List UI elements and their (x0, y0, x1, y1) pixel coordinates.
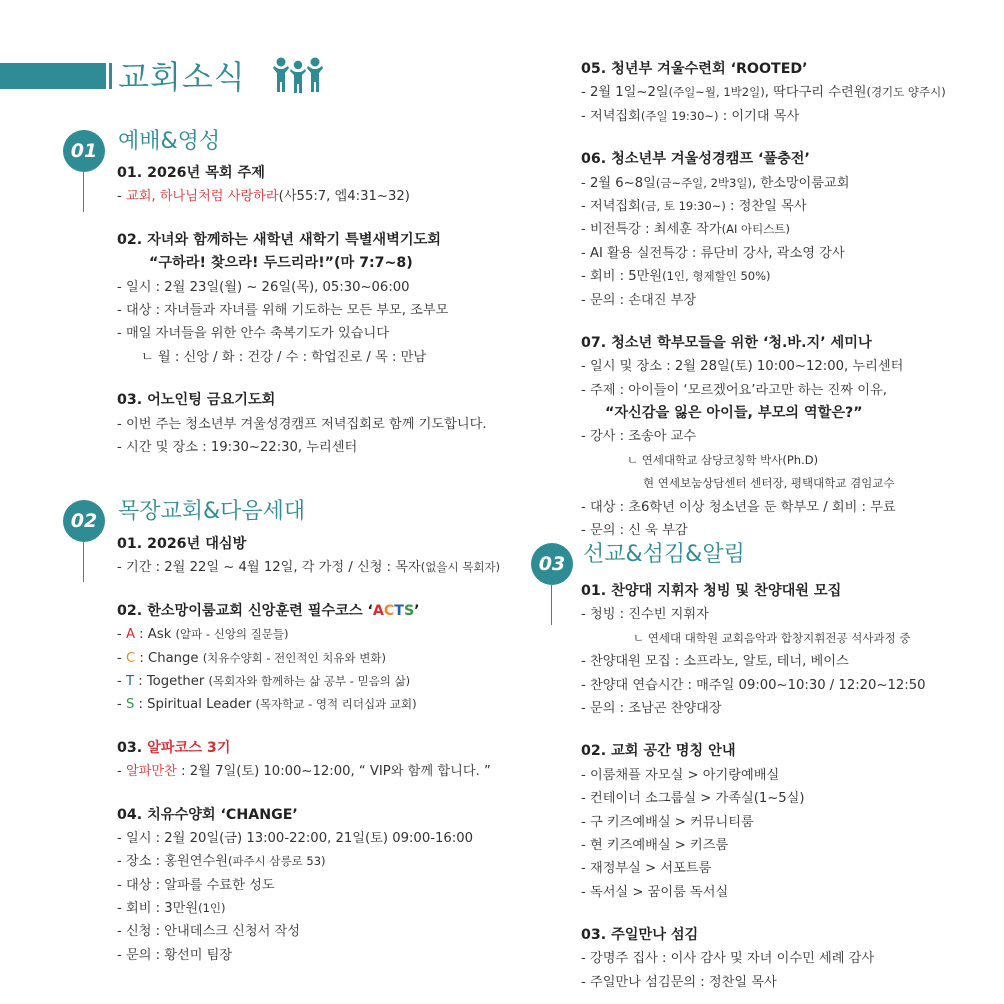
item-line: - 문의 : 신 욱 부감 (581, 523, 688, 539)
item-title: 02. 자녀와 함께하는 새학년 새학기 특별새벽기도회 (117, 231, 441, 248)
item-line: - S : Spiritual Leader (목자학교 - 영적 리더십과 교회) (117, 697, 417, 713)
item-line: - 청빙 : 진수빈 지휘자 (581, 607, 709, 623)
title-bar-divider (109, 63, 112, 89)
item-line: - 대상 : 자녀들과 자녀를 위해 기도하는 모든 부모, 조부모 (117, 302, 449, 318)
people-icon (272, 56, 324, 94)
item-line: - 문의 : 손대진 부장 (581, 292, 697, 308)
item-line: - 이룸채플 자모실 > 아기랑예배실 (581, 767, 780, 783)
item-line: - 컨테이너 소그룹실 > 가족실(1~5실) (581, 791, 805, 807)
highlight-text: 교회, 하나님처럼 사랑하라 (125, 189, 279, 205)
item-line: - 문의 : 조남곤 찬양대장 (581, 700, 722, 716)
item-title: 05. 청년부 겨울수련회 ‘ROOTED’ (581, 61, 808, 77)
item-line: - 저녁집회(금, 토 19:30~) : 정찬일 목사 (581, 198, 807, 214)
item-line: - 주일만나 섬김문의 : 정찬일 목사 (581, 974, 777, 990)
section-number-badge: 01 (63, 130, 105, 172)
item-line: - T : Together (목회자와 함께하는 삶 공부 - 믿음의 삶) (117, 673, 411, 689)
item-title: 03. 알파코스 3기 (117, 739, 231, 756)
item-line: - 일시 : 2월 23일(월) ~ 26일(목), 05:30~06:00 (117, 279, 410, 295)
item-line: - 강사 : 조송아 교수 (581, 429, 697, 445)
right-column-2 (581, 580, 991, 994)
item-line: - 현 키즈예배실 > 키즈룸 (581, 837, 729, 853)
item-line: - 2월 6~8일(금~주일, 2박3일), 한소망이룸교회 (581, 175, 850, 191)
item-line: - 시간 및 장소 : 19:30~22:30, 누리센터 (117, 439, 358, 455)
item-line: - 교회, 하나님처럼 사랑하라(사55:7, 엡4:31~32) (117, 189, 410, 205)
item-line: - 찬양대원 모집 : 소프라노, 알토, 테너, 베이스 (581, 654, 849, 670)
item-line: - 일시 : 2월 20일(금) 13:00-22:00, 21일(토) 09:00-16:00 (117, 830, 473, 846)
item-subline: ㄴ 연세대 대학원 교회음악과 합창지휘전공 석사과정 중 (633, 630, 911, 645)
item-line: - 대상 : 초6학년 이상 청소년을 둔 학부모 / 회비 : 무료 (581, 499, 896, 515)
left-column-2 (117, 533, 537, 967)
section-number-badge: 03 (531, 543, 573, 585)
item-line: - AI 활용 실전특강 : 류단비 강사, 곽소영 강사 (581, 245, 845, 261)
section-title: 목장교회&다음세대 (118, 499, 306, 524)
item-line: - 회비 : 5만원(1인, 형제할인 50%) (581, 269, 771, 285)
item-subtitle: “구하라! 찾으라! 두드리라!”(마 7:7~8) (149, 255, 413, 272)
item-line: - 찬양대 연습시간 : 매주일 09:00~10:30 / 12:20~12:50 (581, 677, 926, 693)
item-line: - C : Change (치유수양회 - 전인적인 치유와 변화) (117, 650, 386, 666)
item-line: - A : Ask (알파 - 신앙의 질문들) (117, 627, 289, 643)
item-title: 07. 청소년 학부모들을 위한 ‘청.바.지’ 세미나 (581, 334, 872, 351)
item-line: - 장소 : 홍원연수원(파주시 삼릉로 53) (117, 854, 326, 870)
item-line: - 구 키즈예배실 > 커뮤니티룸 (581, 814, 754, 830)
item-subline: ㄴ 월 : 신앙 / 화 : 건강 / 수 : 학업진로 / 목 : 만남 (141, 349, 427, 365)
left-column (117, 162, 537, 459)
section-divider-line (83, 172, 84, 212)
item-subtitle: “자신감을 잃은 아이들, 부모의 역할은?” (605, 405, 863, 422)
item-line: - 알파만찬 : 2월 7일(토) 10:00~12:00, “ VIP와 함께 합니다. ” (117, 764, 491, 780)
item-title: 01. 찬양대 지휘자 청빙 및 찬양대원 모집 (581, 583, 842, 599)
item-line: - 재정부실 > 서포트룸 (581, 861, 712, 877)
section-divider-line (551, 585, 552, 625)
item-title: 04. 치유수양회 ‘CHANGE’ (117, 806, 298, 823)
title-bar-accent (0, 63, 106, 89)
section-number-badge: 02 (63, 500, 105, 542)
item-line: - 비전특강 : 최세훈 작가(AI 아티스트) (581, 222, 790, 238)
section-title: 선교&섬김&알림 (583, 542, 745, 567)
item-line: - 2월 1일~2일(주일~월, 1박2일), 딱다구리 수련원(경기도 양주시) (581, 85, 946, 101)
item-line: - 대상 : 알파를 수료한 성도 (117, 877, 275, 893)
item-line: - 이번 주는 청소년부 겨울성경캠프 저녁집회로 함께 기도합니다. (117, 416, 487, 432)
item-title: 01. 2026년 목회 주제 (117, 165, 265, 181)
item-title: 03. 어노인팅 금요기도회 (117, 392, 276, 409)
item-title: 01. 2026년 대심방 (117, 536, 247, 552)
section-title: 예배&영성 (118, 129, 221, 154)
item-line: - 독서실 > 꿈이룸 독서실 (581, 884, 729, 900)
item-title: 06. 청소년부 겨울성경캠프 ‘풀충전’ (581, 151, 810, 168)
item-line: - 회비 : 3만원(1인) (117, 901, 226, 917)
item-line: - 매일 자녀들을 위한 안수 축복기도가 있습니다 (117, 326, 389, 342)
item-line: - 주제 : 아이들이 ‘모르겠어요’라고만 하는 진짜 이유, (581, 382, 887, 398)
page-title: 교회소식 (118, 58, 246, 96)
item-line: - 문의 : 황선미 팀장 (117, 947, 233, 963)
item-title: 02. 한소망이룸교회 신앙훈련 필수코스 ‘ACTS’ (117, 602, 420, 619)
right-column (581, 58, 991, 542)
item-line: - 신청 : 안내데스크 신청서 작성 (117, 924, 301, 940)
item-line: - 저녁집회(주일 19:30~) : 이기대 목사 (581, 108, 800, 124)
item-subline: ㄴ 연세대학교 삼당코칭학 박사(Ph.D) (627, 452, 819, 467)
item-subline: 현 연세보눔상담센터 센터장, 평택대학교 겸임교수 (643, 476, 895, 491)
item-line: - 강명주 집사 : 이사 감사 및 자녀 이수민 세례 감사 (581, 951, 875, 967)
item-title: 02. 교회 공간 명칭 안내 (581, 743, 736, 760)
section-divider-line (83, 542, 84, 582)
item-line: - 일시 및 장소 : 2월 28일(토) 10:00~12:00, 누리센터 (581, 359, 904, 375)
item-title: 03. 주일만나 섬김 (581, 927, 699, 944)
item-line: - 기간 : 2월 22일 ~ 4월 12일, 각 가정 / 신청 : 목자(없을시 목회자) (117, 560, 501, 576)
